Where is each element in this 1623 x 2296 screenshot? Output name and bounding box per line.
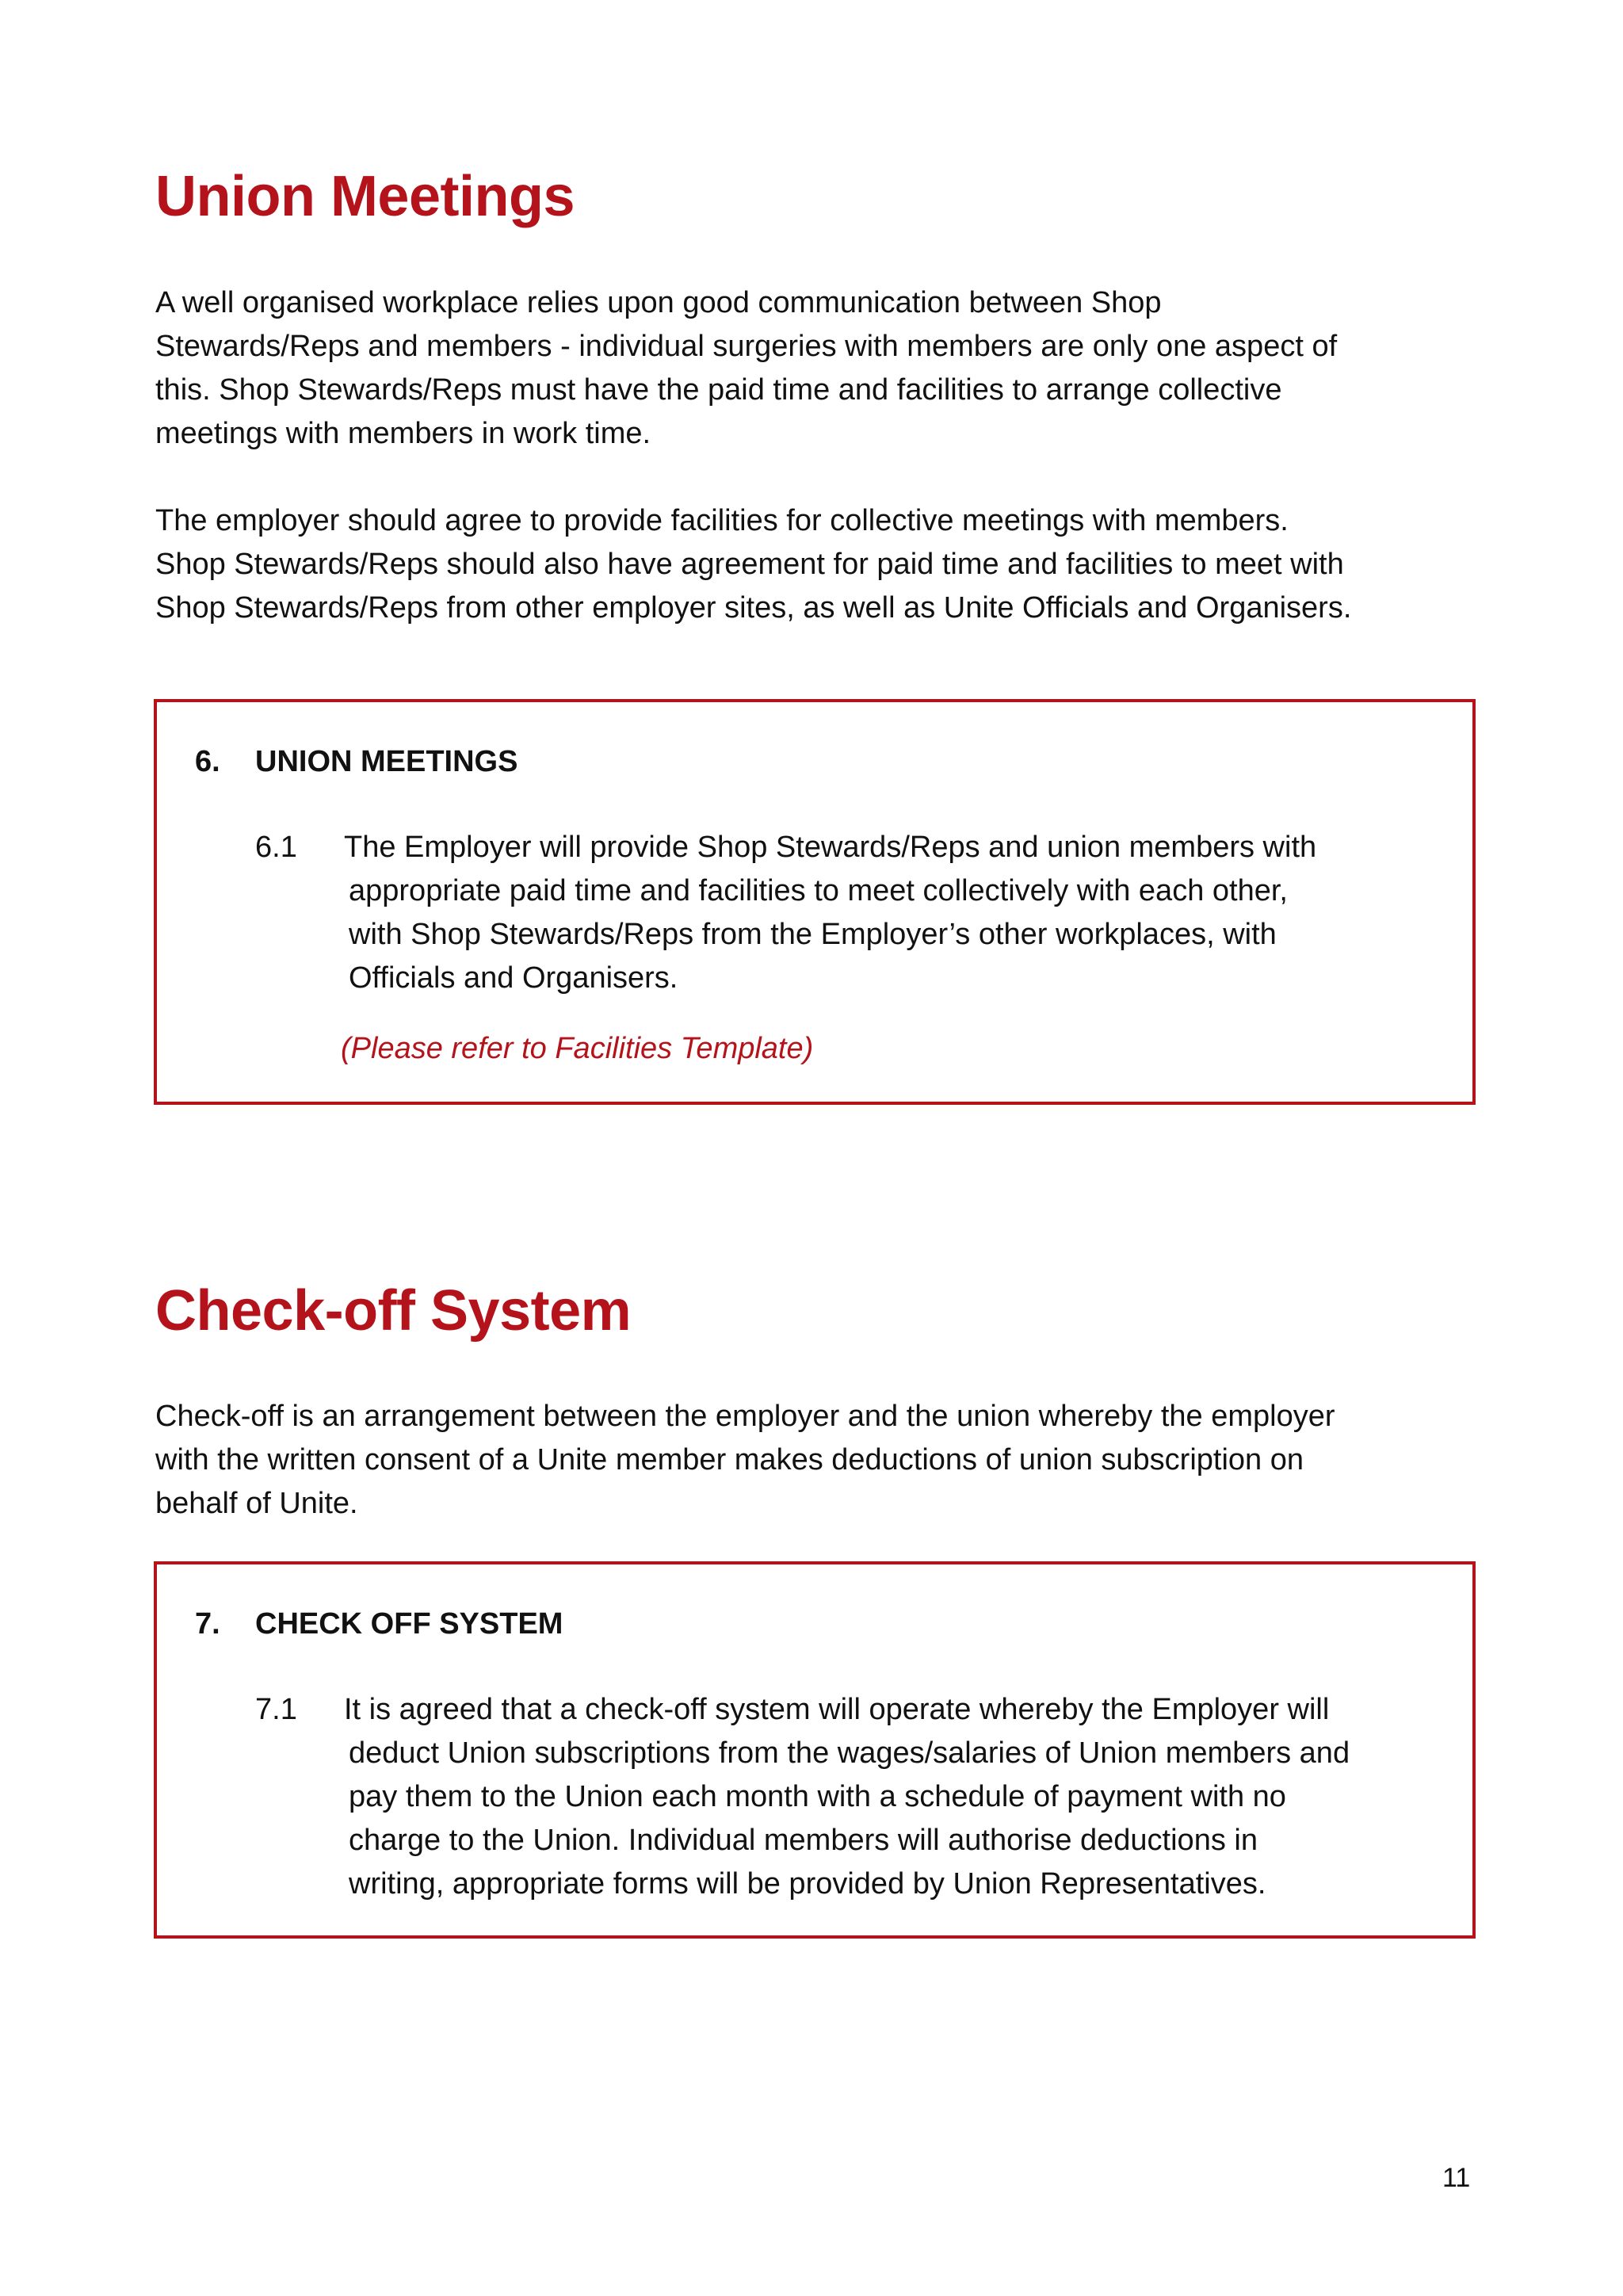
clause-6-1-number: 6.1 [255, 831, 297, 864]
text-line: writing, appropriate forms will be provided by Union Representatives. [349, 1867, 1266, 1901]
union-meetings-paragraph-1 [155, 281, 1487, 456]
union-meetings-paragraph-2 [155, 499, 1487, 630]
text-line: Shop Stewards/Reps from other employer sites, as well as Unite Officials and Organisers. [155, 591, 1352, 625]
text-line: deduct Union subscriptions from the wages/salaries of Union members and [349, 1736, 1350, 1770]
text-line: charge to the Union. Individual members will authorise deductions in [349, 1824, 1258, 1857]
text-line: Stewards/Reps and members - individual surgeries with members are only one aspect of [155, 330, 1338, 363]
union-meetings-heading: Union Meetings [155, 165, 575, 228]
text-line: Officials and Organisers. [349, 961, 678, 995]
text-line: The employer should agree to provide facilities for collective meetings with members. [155, 504, 1289, 537]
check-off-clause-box [154, 1561, 1476, 1939]
text-line: The Employer will provide Shop Stewards/Reps and union members with [344, 831, 1317, 864]
text-line: appropriate paid time and facilities to meet collectively with each other, [349, 874, 1288, 907]
text-line: pay them to the Union each month with a schedule of payment with no [349, 1780, 1286, 1813]
text-line: A well organised workplace relies upon good communication between Shop [155, 286, 1162, 319]
clause-7-1-number: 7.1 [255, 1693, 297, 1726]
clause-6-title-text: UNION MEETINGS [255, 745, 518, 778]
text-line: with Shop Stewards/Reps from the Employer’s other workplaces, with [349, 918, 1277, 951]
text-line: Check-off is an arrangement between the employer and the union whereby the employer [155, 1400, 1335, 1433]
clause-6-number: 6. [195, 745, 220, 778]
check-off-paragraph [155, 1395, 1487, 1526]
text-line: It is agreed that a check-off system will operate whereby the Employer will [344, 1693, 1330, 1726]
check-off-system-heading: Check-off System [155, 1279, 632, 1343]
clause-6-1-text [344, 826, 1317, 1000]
text-line: with the written consent of a Unite member makes deductions of union subscription on [155, 1443, 1304, 1477]
text-line: meetings with members in work time. [155, 417, 651, 450]
clause-7-title-text: CHECK OFF SYSTEM [255, 1607, 563, 1641]
text-line: this. Shop Stewards/Reps must have the paid time and facilities to arrange collective [155, 373, 1282, 407]
clause-7-number: 7. [195, 1607, 220, 1641]
text-line: behalf of Unite. [155, 1487, 358, 1520]
clause-6-title [195, 743, 517, 780]
text-line: Shop Stewards/Reps should also have agreement for paid time and facilities to meet with [155, 548, 1344, 581]
clause-7-1-text [344, 1688, 1350, 1906]
clause-7-title [195, 1606, 563, 1642]
facilities-template-note: (Please refer to Facilities Template) [341, 1032, 814, 1065]
page-number: 11 [1442, 2163, 1471, 2193]
union-meetings-clause-box [154, 699, 1476, 1105]
